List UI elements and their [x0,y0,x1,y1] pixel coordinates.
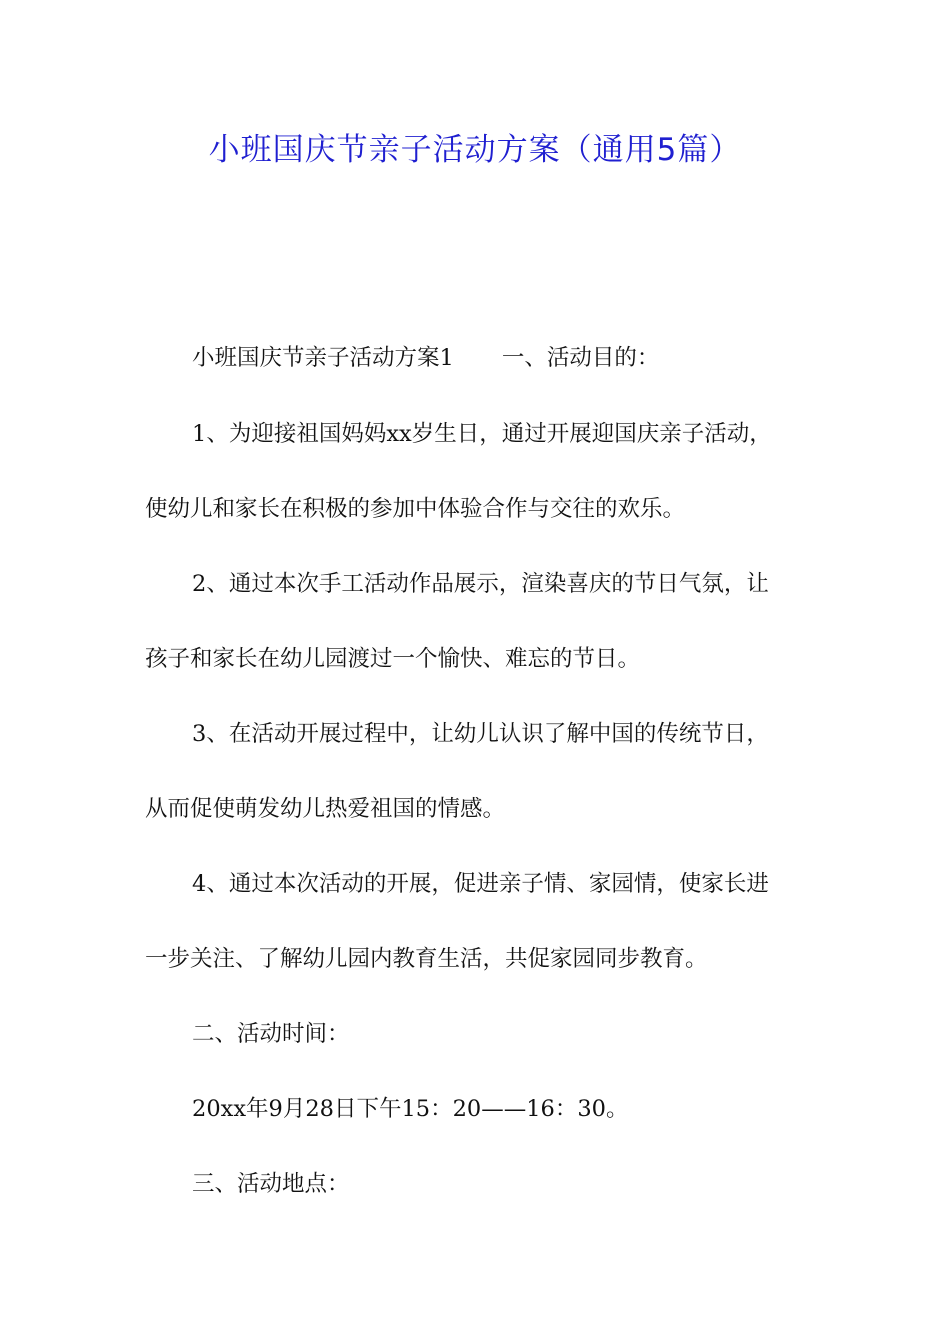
section-heading: 三、活动地点： [192,1171,350,1197]
section-heading: 一、活动目的： [501,345,660,371]
paragraph-line: 4、通过本次活动的开展，促进亲子情、家园情，使家长进 [192,871,769,897]
paragraph-line: 孩子和家长在幼儿园渡过一个愉快、难忘的节日。 [145,646,641,672]
paragraph-line: 1、为迎接祖国妈妈xx岁生日，通过开展迎国庆亲子活动， [192,421,772,447]
document-title: 小班国庆节亲子活动方案（通用5篇） [208,132,742,168]
paragraph-line: 20xx年9月28日下午15：20——16：30。 [192,1096,629,1122]
paragraph-line: 从而促使萌发幼儿热爱祖国的情感。 [145,796,506,822]
paragraph-line [192,343,832,373]
paragraph-line: 一步关注、了解幼儿园内教育生活，共促家园同步教育。 [145,946,708,972]
paragraph-line: 使幼儿和家长在积极的参加中体验合作与交往的欢乐。 [145,496,686,522]
section-heading: 二、活动时间： [192,1021,350,1047]
paragraph-line: 3、在活动开展过程中，让幼儿认识了解中国的传统节日， [192,721,769,747]
paragraph-line: 2、通过本次手工活动作品展示，渲染喜庆的节日气氛，让 [192,571,769,597]
section-heading: 小班国庆节亲子活动方案1 [192,345,454,371]
